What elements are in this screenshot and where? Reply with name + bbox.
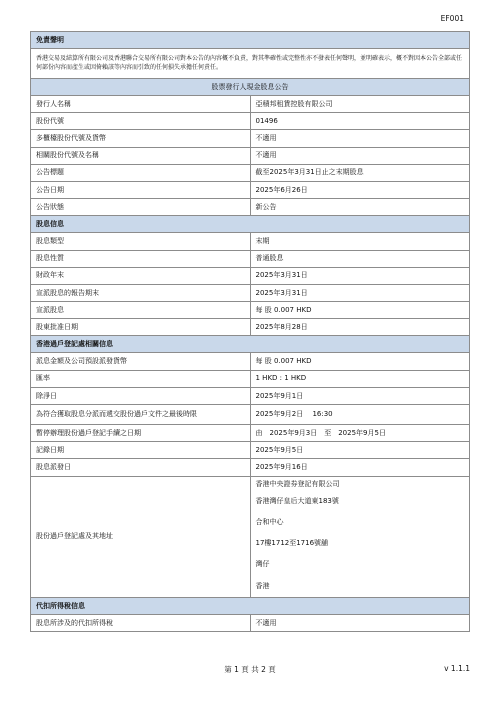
field-label: 暫停辦理股份過戶登記手續之日期 [31, 425, 251, 442]
field-label: 股份代號 [31, 113, 251, 130]
field-value: 2025年9月2日 16:30 [250, 405, 470, 425]
field-label: 股息類型 [31, 233, 251, 250]
disclaimer-text: 香港交易及結算所有限公司及香港聯合交易所有限公司對本公告的內容概不負責，對其準確性或完整性亦不發表任何聲明，並明確表示，概不對因本公告全部或任何部份內容而產生或因倚賴該等內容而引致的任何損失承擔任何責任。 [31, 49, 470, 79]
table-row [31, 353, 470, 370]
table-row [31, 615, 470, 632]
field-label: 除淨日 [31, 387, 251, 404]
field-label: 股息性質 [31, 250, 251, 267]
field-label: 股息所涉及的代扣所得稅 [31, 615, 251, 632]
table-row [31, 233, 470, 250]
tax-section-row [31, 598, 470, 615]
field-label: 派息金額及公司預設派發貨幣 [31, 353, 251, 370]
address-line: 香港灣仔皇后大道東183號 [255, 496, 339, 505]
field-label: 股份過戶登記處及其地址 [31, 476, 251, 597]
table-row [31, 284, 470, 301]
field-label: 匯率 [31, 370, 251, 387]
field-value: 2025年9月1日 [250, 387, 470, 404]
field-value: 由 2025年9月3日 至 2025年9月5日 [250, 425, 470, 442]
disclaimer-row [31, 49, 470, 79]
table-row [31, 459, 470, 476]
field-value: 新公告 [250, 199, 470, 216]
form-title: 股票發行人現金股息公告 [31, 79, 470, 96]
field-value: 不適用 [250, 147, 470, 164]
field-label: 記錄日期 [31, 442, 251, 459]
field-value: 2025年6月26日 [250, 181, 470, 198]
announcement-form [30, 31, 470, 632]
field-label: 為符合獲取股息分派而遞交股份過戶文件之最後時限 [31, 405, 251, 425]
field-label: 宣派股息 [31, 302, 251, 319]
table-row [31, 113, 470, 130]
table-row [31, 267, 470, 284]
field-value: 2025年8月28日 [250, 319, 470, 336]
table-row [31, 130, 470, 147]
field-label: 公告標題 [31, 164, 251, 181]
field-label: 相關股份代號及名稱 [31, 147, 251, 164]
field-value: 2025年9月16日 [250, 459, 470, 476]
registrar-address-row [31, 476, 470, 597]
form-title-row [31, 79, 470, 96]
address-line: 合和中心 [255, 517, 284, 526]
table-row [31, 370, 470, 387]
table-row [31, 181, 470, 198]
disclaimer-heading: 免責聲明 [31, 32, 470, 49]
field-label: 財政年末 [31, 267, 251, 284]
field-label: 宣派股息的報告期末 [31, 284, 251, 301]
form-code: EF001 [440, 14, 464, 23]
field-value: 截至2025年3月31日止之末期股息 [250, 164, 470, 181]
field-value: 普通股息 [250, 250, 470, 267]
table-row [31, 425, 470, 442]
address-line: 17樓1712至1716號舖 [255, 539, 329, 548]
field-value: 2025年3月31日 [250, 267, 470, 284]
form-version: v 1.1.1 [444, 664, 470, 673]
address-line: 香港 [255, 581, 270, 590]
disclaimer-heading-row [31, 32, 470, 49]
dividend-section-row [31, 216, 470, 233]
table-row [31, 250, 470, 267]
field-label: 公告狀態 [31, 199, 251, 216]
table-row [31, 442, 470, 459]
field-value: 1 HKD : 1 HKD [250, 370, 470, 387]
tax-section-heading: 代扣所得稅信息 [31, 598, 470, 615]
table-row [31, 387, 470, 404]
field-value: 每 股 0.007 HKD [250, 302, 470, 319]
field-value: 亞積邦租賃控股有限公司 [250, 96, 470, 113]
hk-section-heading: 香港過戶登記處相關信息 [31, 336, 470, 353]
field-label: 多櫃檯股份代號及貨幣 [31, 130, 251, 147]
registrar-address [250, 476, 470, 597]
table-row [31, 164, 470, 181]
table-row [31, 405, 470, 425]
page-number: 第 1 頁 共 2 頁 [224, 665, 276, 674]
field-value: 01496 [250, 113, 470, 130]
table-row [31, 199, 470, 216]
field-value: 不適用 [250, 615, 470, 632]
table-row [31, 319, 470, 336]
field-value: 末期 [250, 233, 470, 250]
field-value: 不適用 [250, 130, 470, 147]
table-row [31, 302, 470, 319]
address-line: 灣仔 [255, 560, 270, 569]
table-row [31, 147, 470, 164]
field-label: 公告日期 [31, 181, 251, 198]
dividend-section-heading: 股息信息 [31, 216, 470, 233]
field-label: 股東批准日期 [31, 319, 251, 336]
field-label: 發行人名稱 [31, 96, 251, 113]
hk-section-row [31, 336, 470, 353]
field-value: 每 股 0.007 HKD [250, 353, 470, 370]
address-line: 香港中央證券登記有限公司 [255, 479, 340, 488]
table-row [31, 96, 470, 113]
field-label: 股息派發日 [31, 459, 251, 476]
field-value: 2025年9月5日 [250, 442, 470, 459]
field-value: 2025年3月31日 [250, 284, 470, 301]
